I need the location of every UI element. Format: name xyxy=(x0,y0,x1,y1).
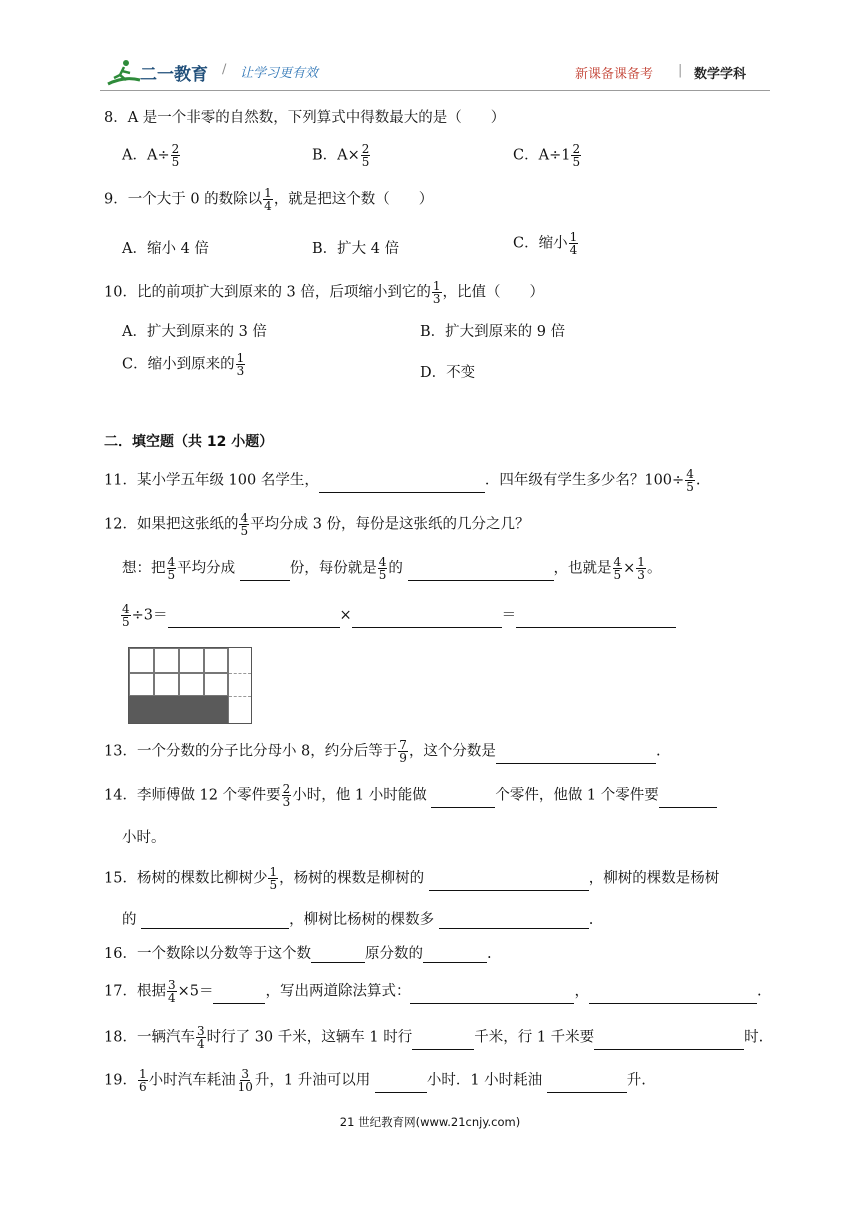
q19-blank-1[interactable] xyxy=(375,1078,427,1093)
q17-blank-3[interactable] xyxy=(589,989,757,1004)
q16-blank-1[interactable] xyxy=(311,948,365,963)
q18: 18．一辆汽车 $\frac{3}{4}$ 时行了 30 千米，这辆车 1 时行 千米，行 1 千米要 时. xyxy=(104,1024,764,1051)
q8-stem: 8．A 是一个非零的自然数，下列算式中得数最大的是（ ） xyxy=(104,110,506,126)
q14-tail: 小时。 xyxy=(122,830,166,846)
q18-blank-2[interactable] xyxy=(594,1035,744,1050)
header-slogan: 让学习更有效 xyxy=(240,66,319,81)
header-right-2: 数学学科 xyxy=(694,67,747,82)
q12-line2: 想：把 $\frac{4}{5}$ 平均分成 份，每份就是 $\frac{4}{5}$ 的 ，也就是 $\frac{4}{5}$ × $\frac{1}{3}$ 。 xyxy=(122,555,662,582)
q14-blank-1[interactable] xyxy=(431,793,495,808)
q15-line2: 的 ，柳树比杨树的棵数多 . xyxy=(122,912,594,928)
q16-blank-2[interactable] xyxy=(423,948,487,963)
header-separator: | xyxy=(678,63,683,78)
section-title: 二．填空题（共 12 小题） xyxy=(104,434,274,450)
q14: 14．李师傅做 12 个零件要 $\frac{2}{3}$ 小时，他 1 小时能做 个零件，他做 1 个零件要 xyxy=(104,783,717,808)
q9-option-b: B．扩大 4 倍 xyxy=(312,241,400,257)
q16: 16．一个数除以分数等于这个数 原分数的 . xyxy=(104,946,492,962)
q10-option-c: C．缩小到原来的 $\frac{1}{3}$ xyxy=(122,351,245,378)
q8-option-c: C．A÷1 $\frac{2}{5}$ xyxy=(513,142,581,169)
q11-blank[interactable] xyxy=(319,478,485,493)
q12-blank-2[interactable] xyxy=(352,613,502,628)
q9-option-c: C．缩小 $\frac{1}{4}$ xyxy=(513,230,578,257)
q13: 13．一个分数的分子比分母小 8，约分后等于 $\frac{7}{9}$ ，这个分数是 . xyxy=(104,738,661,765)
q12-blank-fraction[interactable] xyxy=(408,566,554,581)
q10-option-d: D．不变 xyxy=(420,365,476,381)
q11: 11．某小学五年级 100 名学生， ．四年级有学生多少名？100÷ $\frac{4}{5}$ . xyxy=(104,467,701,494)
q9-option-a: A．缩小 4 倍 xyxy=(122,241,209,257)
header-rule xyxy=(100,90,770,91)
q15-blank-2[interactable] xyxy=(141,914,289,929)
q8-option-a: A．A÷ $\frac{2}{5}$ xyxy=(122,142,180,169)
q17-blank-2[interactable] xyxy=(410,989,574,1004)
q13-blank[interactable] xyxy=(496,749,656,764)
q19-blank-2[interactable] xyxy=(547,1078,627,1093)
q15-blank-1[interactable] xyxy=(429,876,589,891)
q12-line3: $\frac{4}{5}$ ÷3＝ × ＝ xyxy=(120,603,676,628)
q10-option-b: B．扩大到原来的 9 倍 xyxy=(420,324,566,340)
q9-stem: 9．一个大于 0 的数除以 $\frac{1}{4}$ ，就是把这个数（ ） xyxy=(104,186,434,213)
q17: 17．根据 $\frac{3}{4}$ ×5＝ ，写出两道除法算式： ， . xyxy=(104,978,762,1005)
q15-blank-3[interactable] xyxy=(439,914,589,929)
q19: 19． $\frac{1}{6}$ 小时汽车耗油 $\frac{3}{10}$ 升，1 升油可以用 小时．1 小时耗油 升. xyxy=(104,1067,646,1094)
logo-text: 二一教育 xyxy=(140,65,208,85)
q17-blank-1[interactable] xyxy=(213,989,265,1004)
q12-blank-parts[interactable] xyxy=(240,566,290,581)
q8-option-b: B．A× $\frac{2}{5}$ xyxy=(312,142,370,169)
q12-blank-3[interactable] xyxy=(516,613,676,628)
page-footer: 21 世纪教育网(www.21cnjy.com) xyxy=(339,1115,521,1129)
q10-stem: 10．比的前项扩大到原来的 3 倍，后项缩小到它的 $\frac{1}{3}$ ，比值（ ） xyxy=(104,279,545,306)
q14-blank-2[interactable] xyxy=(659,793,717,808)
paper-grid-figure xyxy=(128,647,252,724)
header-slash: / xyxy=(222,62,227,77)
q10-option-a: A．扩大到原来的 3 倍 xyxy=(122,324,267,340)
q18-blank-1[interactable] xyxy=(412,1035,474,1050)
q12-blank-1[interactable] xyxy=(168,613,340,628)
q12-stem: 12．如果把这张纸的 $\frac{4}{5}$ 平均分成 3 份，每份是这张纸的几分之几？ xyxy=(104,511,530,538)
q15: 15．杨树的棵数比柳树少 $\frac{1}{5}$ ，杨树的棵数是柳树的 ，柳树的棵数是杨树 xyxy=(104,865,720,892)
header-right-1: 新课备课备考 xyxy=(575,67,654,82)
